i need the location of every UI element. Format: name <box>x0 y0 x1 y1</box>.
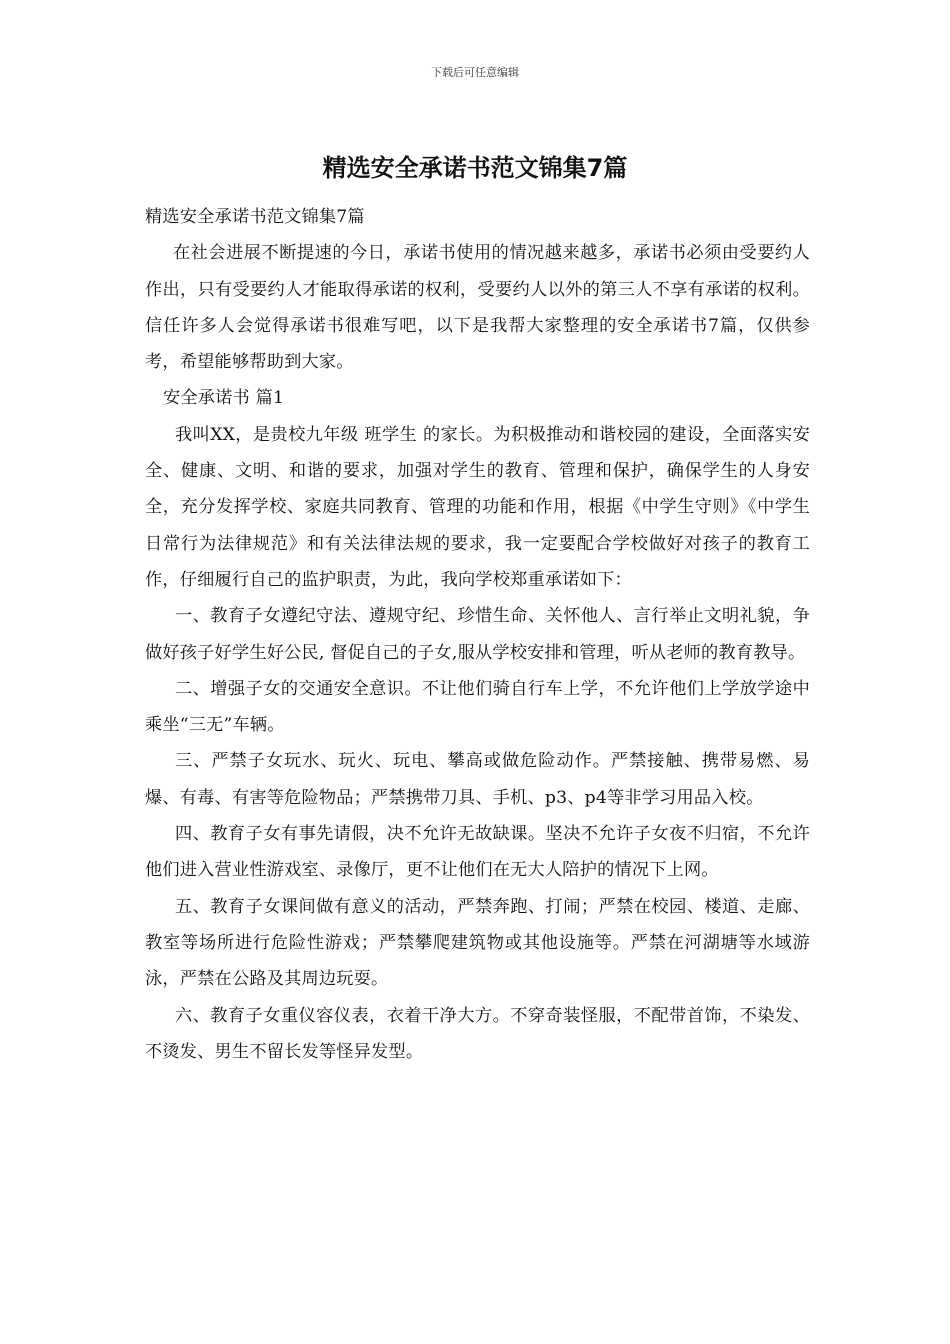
commitment-item: 二、增强子女的交通安全意识。不让他们骑自行车上学，不允许他们上学放学途中乘坐“三无”车辆。 <box>145 678 810 736</box>
commitment-item: 一、教育子女遵纪守法、遵规守纪、珍惜生命、关怀他人、言行举止文明礼貌，争做好孩子好学生好公民, 督促自己的子女,服从学校安排和管理，听从老师的教育教导。 <box>145 606 810 663</box>
body-intro-paragraph: 我叫XX，是贵校九年级 班学生 的家长。为积极推动和谐校园的建设，全面落实安全、健康、文明、和谐的要求，加强对学生的教育、管理和保护，确保学生的人身安全，充分发挥学校、家庭共同教育、管理的功能和作用，根据《中学生守则》《中学生日常行为法律规范》和有关法律法规的要求，我一定要配合学校做好对孩子的教育工作，仔细履行自己的监护职责，为此，我向学校郑重承诺如下： <box>145 424 810 590</box>
section-heading: 安全承诺书 篇1 <box>163 388 285 409</box>
document-title: 精选安全承诺书范文锦集7篇 <box>322 154 628 182</box>
header-note: 下载后可任意编辑 <box>431 66 519 79</box>
commitment-item: 五、教育子女课间做有意义的活动，严禁奔跑、打闹；严禁在校园、楼道、走廊、教室等场所进行危险性游戏；严禁攀爬建筑物或其他设施等。严禁在河湖塘等水域游泳，严禁在公路及其周边玩耍。 <box>145 896 810 990</box>
commitment-item: 三、严禁子女玩水、玩火、玩电、攀高或做危险动作。严禁接触、携带易燃、易爆、有毒、有害等危险物品；严禁携带刀具、手机、p3、p4等非学习用品入校。 <box>145 751 810 808</box>
intro-paragraph: 在社会进展不断提速的今日，承诺书使用的情况越来越多，承诺书必须由受要约人作出，只有受要约人才能取得承诺的权利，受要约人以外的第三人不享有承诺的权利。信任许多人会觉得承诺书很难写吧，以下是我帮大家整理的安全承诺书7篇，仅供参考，希望能够帮助到大家。 <box>145 243 810 373</box>
document-body <box>145 199 810 1070</box>
commitment-item: 六、教育子女重仪容仪表，衣着干净大方。不穿奇装怪服，不配带首饰，不染发、不烫发、男生不留长发等怪异发型。 <box>145 1005 810 1062</box>
commitment-item: 四、教育子女有事先请假，决不允许无故缺课。坚决不允许子女夜不归宿，不允许他们进入营业性游戏室、录像厅，更不让他们在无大人陪护的情况下上网。 <box>145 824 810 881</box>
document-subtitle: 精选安全承诺书范文锦集7篇 <box>145 207 365 227</box>
